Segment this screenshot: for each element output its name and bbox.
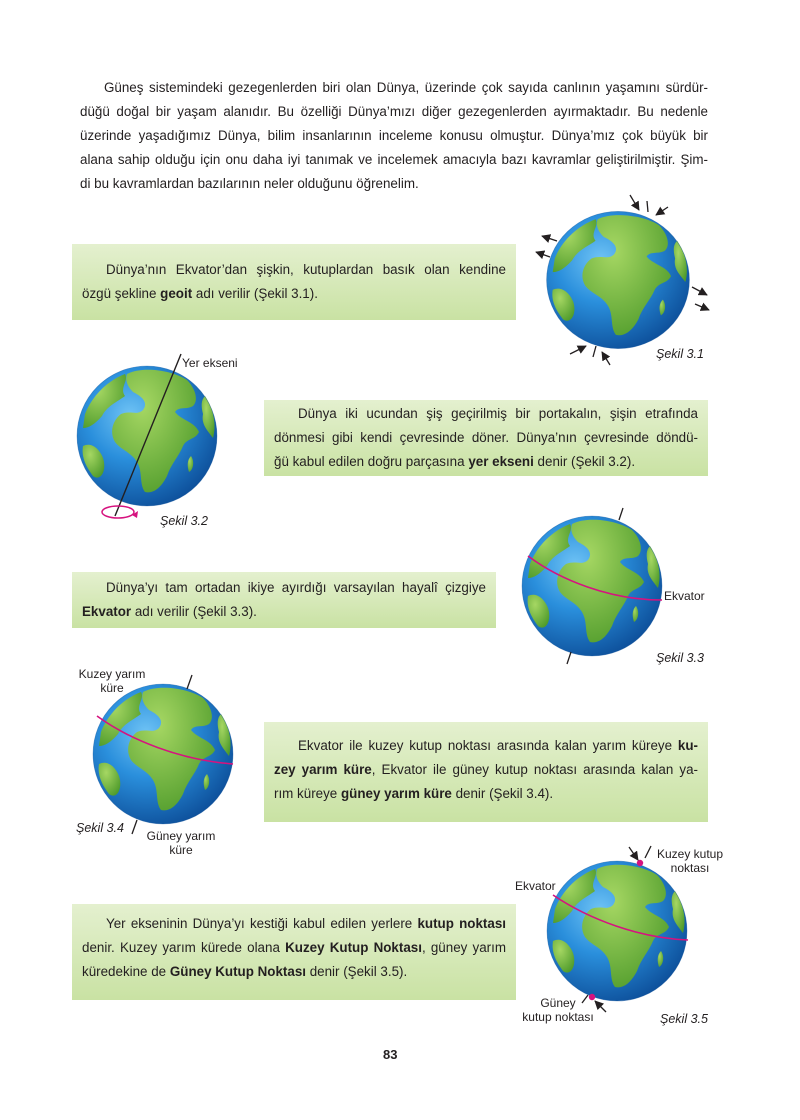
- south-pole-label: Güney kutup noktası: [522, 996, 594, 1024]
- figure-3-4-caption: Şekil 3.4: [76, 821, 124, 835]
- southern-hemisphere-label: Güney yarım küre: [146, 829, 216, 857]
- intro-line-4: alana sahip olduğu için onu daha iyi tanımak ve incelemek amacıyla bazı kavramlar geliştirilmiştir. Şim-: [80, 152, 708, 167]
- intro-line-5: di bu kavramlardan bazılarının neler olduğunu öğrenelim.: [80, 176, 419, 191]
- box4-line-3: rım küreye güney yarım küre denir (Şekil 3.4).: [274, 786, 554, 801]
- box3-line-1: Dünya’yı tam ortadan ikiye ayırdığı varsayılan hayalî çizgiye: [106, 580, 486, 595]
- box5-line-2: denir. Kuzey yarım kürede olana Kuzey Kutup Noktası, güney yarım: [82, 940, 507, 955]
- intro-line-2: düğü doğal bir yaşam alanıdır. Bu özelliği Dünya’mızı diğer gezegenlerden ayırmaktadır. Bu nedenle: [80, 104, 708, 119]
- box1-line-1: Dünya’nın Ekvator’dan şişkin, kutuplardan basık olan kendine: [106, 262, 506, 277]
- figure-3-3-caption: Şekil 3.3: [656, 651, 704, 665]
- box3-line-2: Ekvator adı verilir (Şekil 3.3).: [82, 604, 257, 619]
- box2-line-1: Dünya iki ucundan şiş geçirilmiş bir portakalın, şişin etrafında: [298, 406, 698, 421]
- figure-3-5-caption: Şekil 3.5: [660, 1012, 708, 1026]
- box5-line-3: küredekine de Güney Kutup Noktası denir (Şekil 3.5).: [82, 964, 408, 979]
- figure-3-1-caption: Şekil 3.1: [656, 347, 704, 361]
- box1-line-2: özgü şekline geoit adı verilir (Şekil 3.1).: [82, 286, 318, 301]
- intro-line-1: Güneş sistemindeki gezegenlerden biri olan Dünya, üzerinde çok sayıda canlının yaşamını sürdür-: [104, 80, 708, 95]
- north-pole-label: Kuzey kutup noktası: [656, 847, 724, 875]
- box2-line-3: ğü kabul edilen doğru parçasına yer ekseni denir (Şekil 3.2).: [274, 454, 636, 469]
- box4-line-1: Ekvator ile kuzey kutup noktası arasında kalan yarım küreye ku-: [298, 738, 698, 753]
- intro-line-3: üzerinde yaşadığımız Dünya, bilim insanlarının inceleme konusu olmuştur. Dünya’mız çok büyük bir: [80, 128, 708, 143]
- page-number: 83: [383, 1047, 398, 1062]
- box4-line-2: zey yarım küre, Ekvator ile güney kutup noktası arasında kalan ya-: [274, 762, 698, 777]
- equator-label-3-3: Ekvator: [664, 589, 705, 603]
- box5-line-1: Yer ekseninin Dünya’yı kestiği kabul edilen yerlere kutup noktası: [106, 916, 506, 931]
- figure-3-2-caption: Şekil 3.2: [160, 514, 208, 528]
- northern-hemisphere-label: Kuzey yarım küre: [78, 667, 146, 695]
- equator-label-3-5: Ekvator: [515, 879, 556, 893]
- axis-label: Yer ekseni: [182, 356, 238, 370]
- box2-line-2: dönmesi gibi kendi çevresinde döner. Dünya’nın çevresinde döndü-: [274, 430, 698, 445]
- poles-definition-box: [72, 904, 516, 1000]
